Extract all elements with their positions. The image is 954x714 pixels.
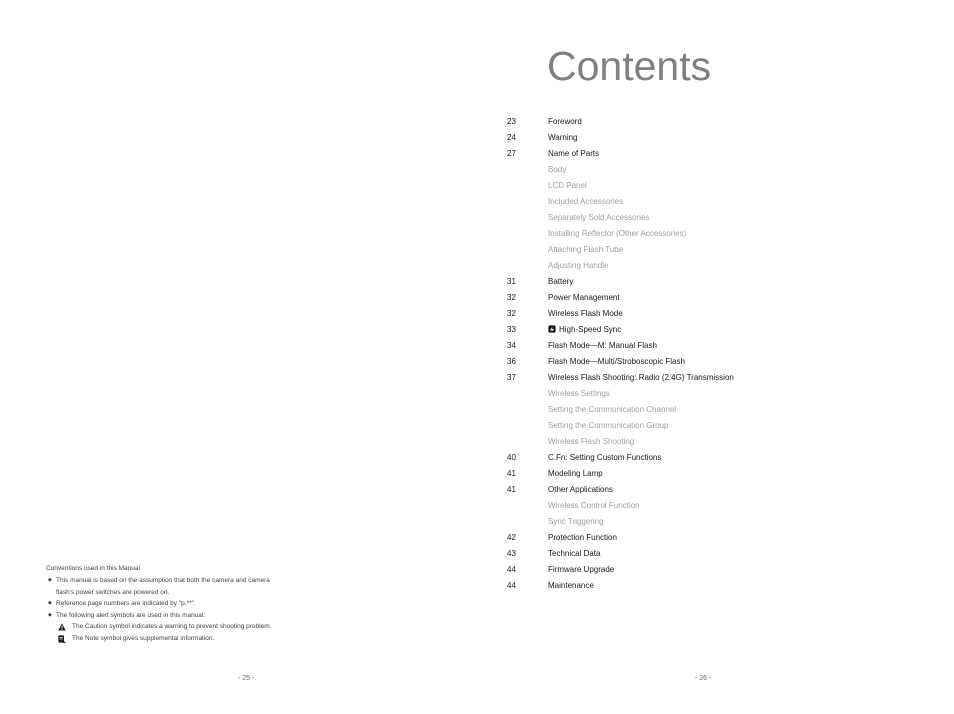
toc-subentry	[507, 194, 927, 210]
toc-label: Foreword	[548, 117, 582, 126]
toc-label-wrap	[548, 194, 623, 210]
toc-label-wrap	[548, 418, 669, 434]
toc-label: Setting the Communication Channel	[548, 405, 677, 414]
toc-page-number: 32	[507, 309, 516, 318]
toc-label-wrap	[548, 146, 599, 162]
toc-label: Body	[548, 165, 567, 174]
toc-page-number: 44	[507, 581, 516, 590]
toc-entry	[507, 354, 927, 370]
toc-label-wrap	[548, 450, 661, 466]
toc-entry	[507, 306, 927, 322]
toc-entry	[507, 450, 927, 466]
toc-label: Name of Parts	[548, 149, 600, 158]
toc-entry	[507, 546, 927, 562]
toc-label: Maintenance	[548, 581, 594, 590]
conventions-bullet-1	[46, 575, 346, 587]
toc-label: Firmware Upgrade	[548, 565, 615, 574]
toc-label: Technical Data	[548, 549, 601, 558]
toc-label: Separately Sold Accessories	[548, 213, 650, 222]
toc-label-wrap	[548, 530, 617, 546]
toc-page-number: 44	[507, 565, 516, 574]
toc-page-number: 27	[507, 149, 516, 158]
toc-label-wrap	[548, 130, 578, 146]
toc-subentry	[507, 402, 927, 418]
conventions-bullet-1-continued	[46, 587, 346, 599]
high-speed-sync-icon	[548, 325, 556, 333]
toc-label-wrap	[548, 290, 620, 306]
toc-entry	[507, 578, 927, 594]
toc-page-number: 36	[507, 357, 516, 366]
toc-label: Adjusting Handle	[548, 261, 609, 270]
conventions-bullet-3	[46, 610, 346, 622]
toc-entry	[507, 274, 927, 290]
toc-label: Wireless Flash Shooting: Radio (2.4G) Transmission	[548, 373, 734, 382]
conventions-note-row	[46, 633, 346, 645]
toc-label-wrap	[548, 338, 657, 354]
toc-label: Other Applications	[548, 485, 613, 494]
page-title: Contents	[547, 43, 712, 89]
toc-page-number: 32	[507, 293, 516, 302]
toc-page-number: 24	[507, 133, 516, 142]
table-of-contents	[507, 114, 927, 594]
bullet-diamond-icon: ◆	[48, 577, 52, 583]
toc-page-number: 31	[507, 277, 516, 286]
toc-label-wrap	[548, 562, 614, 578]
toc-page-number: 40	[507, 453, 516, 462]
toc-entry	[507, 146, 927, 162]
toc-label-wrap	[548, 322, 621, 338]
bullet-diamond-icon: ◆	[48, 611, 52, 618]
toc-subentry	[507, 514, 927, 530]
toc-entry	[507, 530, 927, 546]
toc-entry	[507, 562, 927, 578]
toc-entry	[507, 130, 927, 146]
conventions-caution-row	[46, 621, 346, 633]
toc-label: Power Management	[548, 293, 620, 302]
toc-label-wrap	[548, 514, 604, 530]
toc-label: Attaching Flash Tube	[548, 245, 624, 254]
conventions-bullet-2	[46, 598, 346, 610]
toc-label-wrap	[548, 178, 587, 194]
toc-label-wrap	[548, 498, 640, 514]
toc-label-wrap	[548, 434, 634, 450]
toc-subentry	[507, 434, 927, 450]
toc-label: Included Accessories	[548, 197, 624, 206]
toc-subentry	[507, 210, 927, 226]
toc-entry	[507, 482, 927, 498]
toc-label: Warning	[548, 133, 578, 142]
toc-label: Wireless Flash Mode	[548, 309, 623, 318]
toc-entry	[507, 338, 927, 354]
page-number-right: - 26 -	[695, 675, 712, 682]
toc-subentry	[507, 386, 927, 402]
toc-page-number: 41	[507, 469, 516, 478]
note-text: The Note symbol gives supplemental information.	[72, 634, 215, 642]
bullet-diamond-icon: ◆	[48, 600, 52, 606]
toc-label-wrap	[548, 546, 600, 562]
toc-subentry	[507, 258, 927, 274]
note-icon	[58, 635, 66, 643]
toc-page-number: 34	[507, 341, 516, 350]
toc-page-number: 23	[507, 117, 516, 126]
toc-label: Wireless Settings	[548, 389, 610, 398]
conventions-text: flash's power switches are powered on.	[56, 588, 170, 596]
toc-label-wrap	[548, 402, 676, 418]
toc-label-wrap	[548, 466, 603, 482]
toc-subentry	[507, 418, 927, 434]
toc-page-number: 41	[507, 485, 516, 494]
caution-text: The Caution symbol indicates a warning to prevent shooting problem.	[72, 623, 272, 630]
caution-triangle-icon	[58, 623, 66, 631]
conventions-title: Conventions used in this Manual	[46, 565, 140, 572]
toc-label: Modeling Lamp	[548, 469, 603, 478]
conventions-text: The following alert symbols are used in this manual:	[56, 611, 206, 619]
toc-label-wrap	[548, 354, 685, 370]
toc-label: Wireless Flash Shooting	[548, 437, 635, 446]
toc-label-wrap	[548, 242, 623, 258]
toc-entry	[507, 322, 927, 338]
toc-entry	[507, 370, 927, 386]
toc-label: Flash Mode—M: Manual Flash	[548, 341, 657, 350]
conventions-text: Reference page numbers are indicated by "p.**".	[56, 600, 196, 607]
toc-label-wrap	[548, 578, 594, 594]
toc-label: Installing Reflector (Other Accessories)	[548, 229, 687, 238]
toc-subentry	[507, 242, 927, 258]
toc-page-number: 37	[507, 373, 516, 382]
toc-entry	[507, 466, 927, 482]
page-number-left: - 25 -	[238, 675, 255, 682]
toc-label-wrap	[548, 258, 608, 274]
toc-label: Sync Triggering	[548, 517, 604, 526]
toc-label: Battery	[548, 277, 574, 286]
toc-label-wrap	[548, 386, 610, 402]
conventions-text: This manual is based on the assumption that both the camera and camera	[56, 577, 270, 584]
toc-page-number: 43	[507, 549, 516, 558]
toc-page-number: 42	[507, 533, 516, 542]
toc-entry	[507, 290, 927, 306]
toc-subentry	[507, 226, 927, 242]
toc-label-wrap	[548, 210, 649, 226]
toc-label-wrap	[548, 114, 582, 130]
toc-label-wrap	[548, 482, 613, 498]
toc-label-wrap	[548, 226, 686, 242]
toc-label: Wireless Control Function	[548, 501, 640, 510]
toc-label: High-Speed Sync	[559, 325, 622, 334]
toc-page-number: 33	[507, 325, 516, 334]
toc-subentry	[507, 162, 927, 178]
toc-entry	[507, 114, 927, 130]
toc-label: Flash Mode—Multi/Stroboscopic Flash	[548, 357, 685, 366]
toc-subentry	[507, 178, 927, 194]
conventions-section	[46, 563, 346, 644]
toc-label: Setting the Communication Group	[548, 421, 669, 430]
toc-subentry	[507, 498, 927, 514]
toc-label-wrap	[548, 274, 573, 290]
toc-label: LCD Panel	[548, 181, 587, 190]
toc-label-wrap	[548, 306, 623, 322]
toc-label-wrap	[548, 162, 566, 178]
toc-label: Protection Function	[548, 533, 617, 542]
toc-label-wrap	[548, 370, 734, 386]
toc-label: C.Fn: Setting Custom Functions	[548, 453, 662, 462]
